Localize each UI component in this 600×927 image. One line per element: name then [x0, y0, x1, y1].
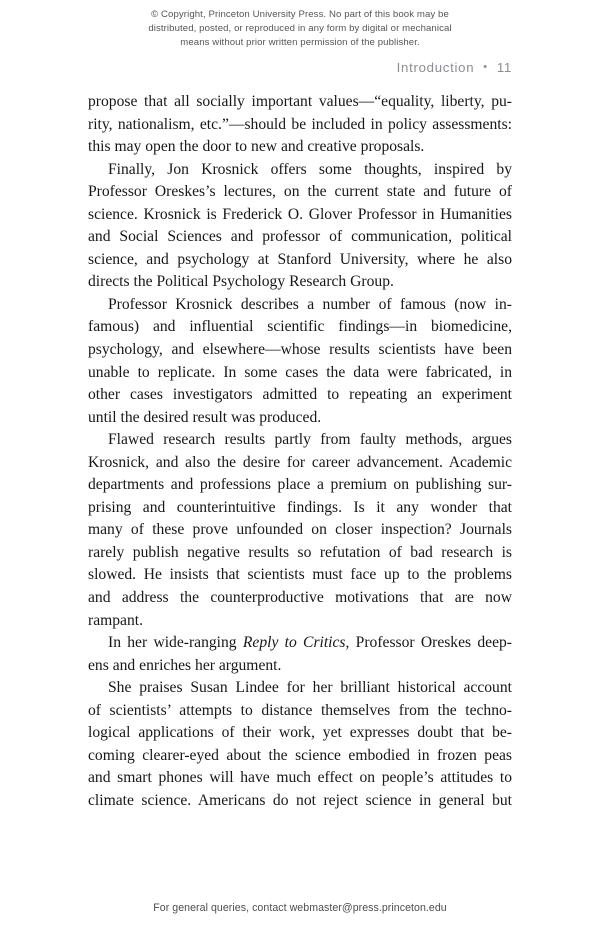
- text-line: rarely publish negative results so refutation of bad research is: [88, 543, 512, 561]
- paragraph-values: [88, 91, 512, 159]
- footer-text: For general queries, contact webmaster@press.princeton.edu: [153, 902, 447, 914]
- book-title-italic: Reply to Critics: [242, 634, 346, 652]
- text-line: famous) and influential scientific findings—in biomedicine,: [88, 318, 512, 336]
- text-line: propose that all socially important values—“equality, liberty, pu-: [88, 93, 512, 110]
- text-line: of scientists’ attempts to distance themselves from the techno-: [88, 701, 512, 719]
- footer-query-note: [0, 901, 600, 916]
- bullet-separator-icon: •: [483, 61, 488, 73]
- text-line: climate science. Americans do not reject science in general but: [88, 791, 512, 809]
- text-line: Professor Oreskes’s lectures, on the current state and future of: [88, 183, 512, 201]
- paragraph-reply-to-critics: [88, 632, 512, 677]
- text-line: [88, 632, 512, 655]
- text-line: She praises Susan Lindee for her brilliant historical account: [108, 679, 512, 697]
- paragraph-susan-lindee: [88, 677, 512, 812]
- text-line: science. Krosnick is Frederick O. Glover Professor in Humanities: [88, 205, 512, 223]
- copyright-line-2: distributed, posted, or reproduced in any form by digital or mechanical: [148, 23, 452, 35]
- text-line: psychology, and elsewhere—whose results scientists have been: [88, 341, 512, 359]
- text-line: Flawed research results partly from faulty methods, argues: [108, 431, 512, 449]
- copyright-line-3: means without prior written permission of the publisher.: [180, 37, 420, 49]
- text-fragment: , Professor Oreskes deep-: [345, 634, 512, 652]
- text-line: directs the Political Psychology Research Group.: [88, 273, 394, 291]
- body-text-column: [88, 91, 512, 813]
- text-line: Krosnick, and also the desire for career advancement. Academic: [88, 453, 512, 471]
- copyright-notice: [84, 8, 516, 51]
- text-line: rampant.: [88, 611, 143, 629]
- text-line: slowed. He insists that scientists must face up to the problems: [88, 566, 512, 584]
- text-line: and address the counterproductive motivations that are now: [88, 589, 512, 607]
- text-line: rity, nationalism, etc.”—should be included in policy assessments:: [88, 115, 512, 133]
- text-line: prising and counterintuitive findings. Is it any wonder that: [88, 498, 512, 516]
- text-line: Finally, Jon Krosnick offers some thoughts, inspired by: [108, 160, 512, 178]
- paragraph-krosnick-bio: [88, 159, 512, 294]
- text-line: ens and enriches her argument.: [88, 656, 282, 674]
- copyright-line-1: © Copyright, Princeton University Press. No part of this book may be: [151, 9, 449, 20]
- text-line: science, and psychology at Stanford University, where he also: [88, 250, 512, 268]
- text-line: this may open the door to new and creative proposals.: [88, 138, 425, 156]
- text-line: coming clearer-eyed about the science embodied in frozen peas: [88, 746, 512, 764]
- text-line: and smart phones will have much effect on people’s attitudes to: [88, 769, 512, 787]
- text-line: many of these prove unfounded on closer inspection? Journals: [88, 521, 512, 539]
- text-line: unable to replicate. In some cases the data were fabricated, in: [88, 363, 512, 381]
- text-line: Professor Krosnick describes a number of famous (now in-: [108, 295, 512, 313]
- running-head-section: Introduction: [396, 60, 475, 75]
- text-line: other cases investigators admitted to repeating an experiment: [88, 386, 512, 404]
- running-head: [397, 59, 512, 77]
- text-fragment: In her wide-ranging: [108, 634, 243, 652]
- text-line: departments and professions place a premium on publishing sur-: [88, 476, 512, 494]
- text-line: logical applications of their work, yet expresses doubt that be-: [88, 724, 512, 742]
- page-number: 11: [496, 60, 512, 75]
- paragraph-famous-findings: [88, 294, 512, 429]
- text-line: and Social Sciences and professor of communication, political: [88, 228, 512, 246]
- text-line: until the desired result was produced.: [88, 408, 322, 426]
- paragraph-flawed-research: [88, 429, 512, 632]
